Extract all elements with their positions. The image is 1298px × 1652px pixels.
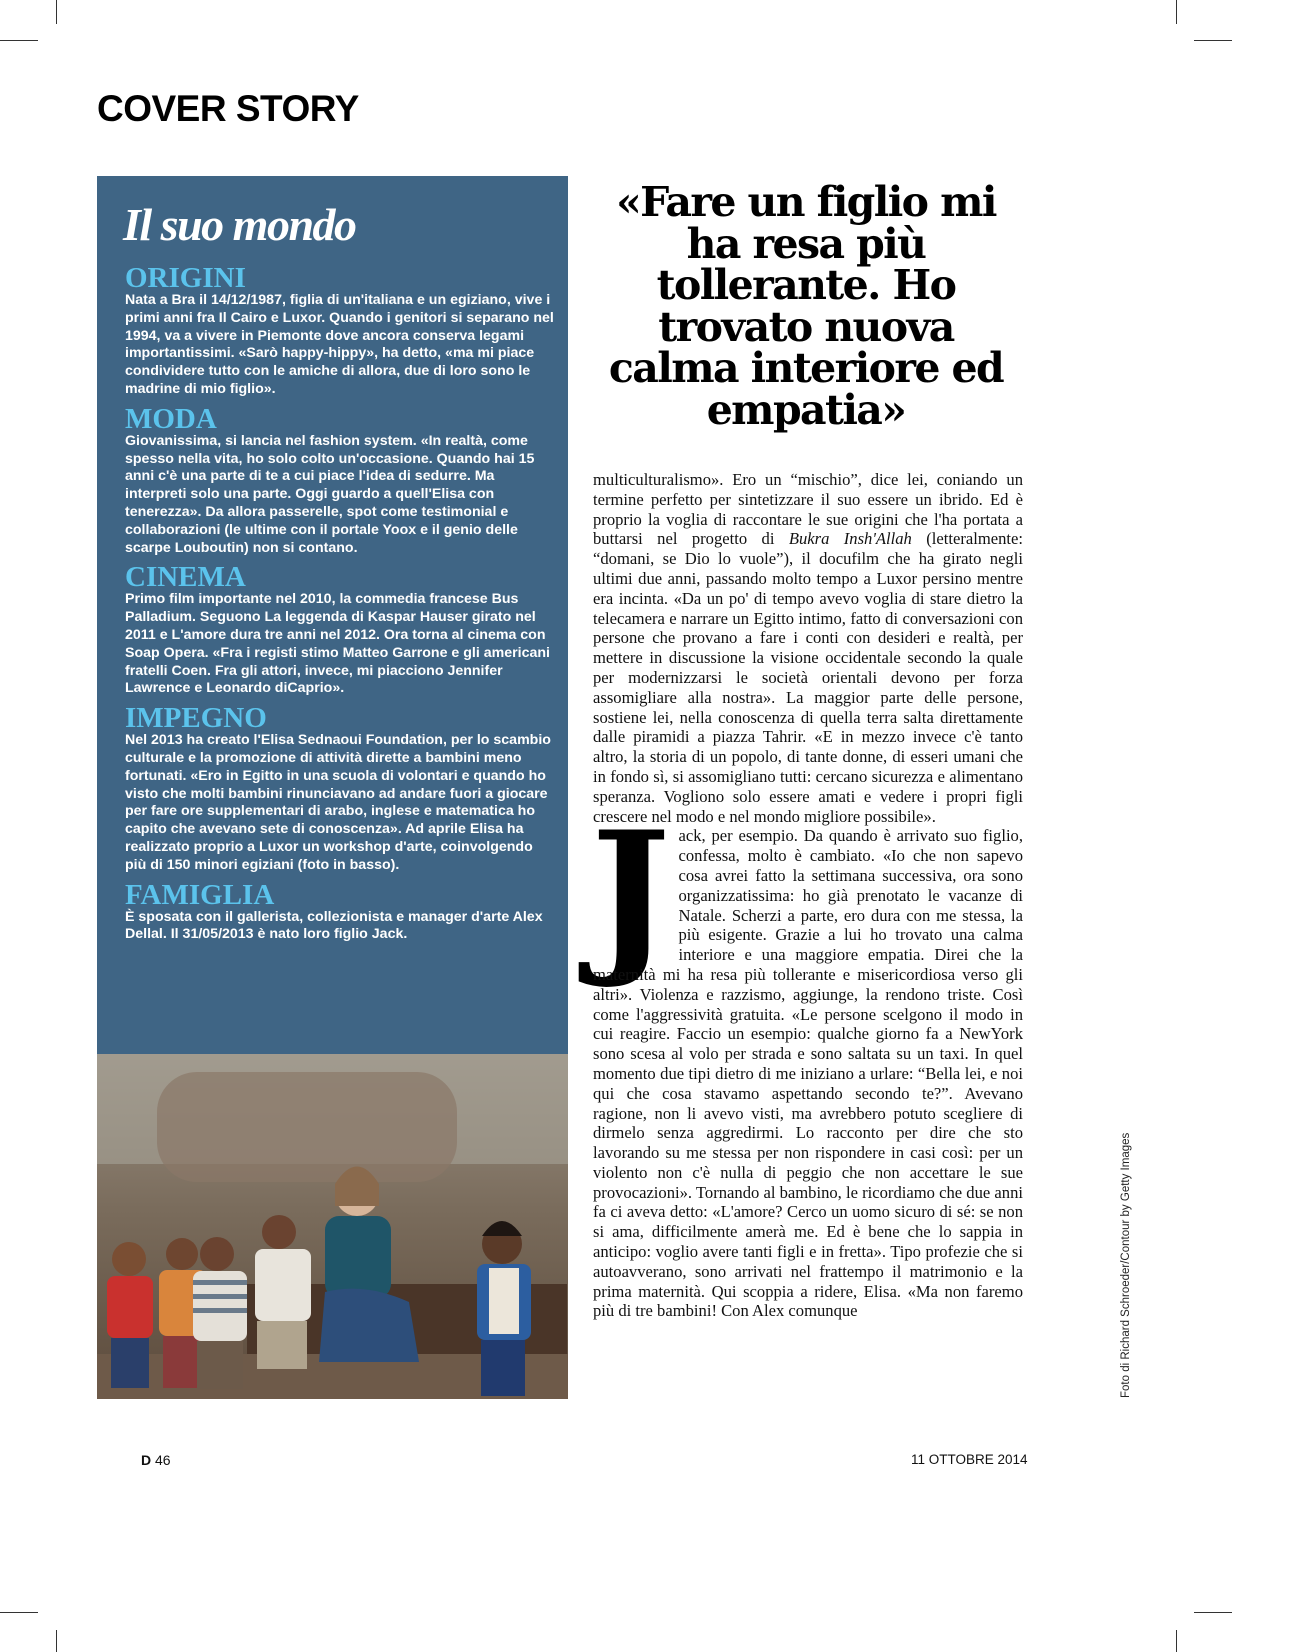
sidebar-heading-impegno: IMPEGNO (125, 702, 267, 735)
footer-page (141, 1452, 171, 1468)
crop-mark (0, 1612, 38, 1613)
crop-mark (0, 40, 38, 41)
article-paragraph (593, 470, 1023, 826)
sidebar-heading-famiglia: FAMIGLIA (125, 878, 275, 911)
sidebar-body-cinema: Primo film importante nel 2010, la commedia francese Bus Palladium. Seguono La leggenda di Kaspar Hauser girato nel 2011 e L'amore dura tre anni nel 2012. Ora torna al cinema con Soap Opera. «Fra i registi stimo Matteo Garrone e gli americani fratelli Coen. Fra gli attori, invece, mi piacciono Jennifer Lawrence e Leonardo diCaprio». (125, 591, 550, 697)
article-text: (letteralmente: “domani, se Dio lo vuole”), il docufilm che ha girato negli ultimi due anni, passando molto tempo a Luxor persino mentre era incinta. «Da un po' di tempo avevo voglia di stare dietro la telecamera e narrare un Egitto intimo, fatto di conversazioni con persone che provano a fare i conti con desideri e realtà, per mettere in discussione la visione occidentale secondo la quale per modernizzarsi le società orientali devono per forza assomigliare alla nostra». La maggior parte delle persone, sostiene lei, nella conoscenza di quella terra salta direttamente dalle piramidi a piazza Tahrir. «E in mezzo invece c'è tanto altro, la storia di un popolo, di tante donne, di esseri umani che in fondo sì, si assomigliano tutti: cercano sicurezza e alimentano speranza. Vogliono solo essere amati e vedere i propri figli crescere nel modo e nel mondo migliore possibile». (593, 529, 1023, 826)
photo-children-workshop (97, 1054, 568, 1399)
drop-cap: J (591, 794, 671, 993)
film-title: Bukra Insh'Allah (788, 529, 912, 549)
sidebar-box (97, 176, 568, 1054)
crop-mark (1194, 1612, 1232, 1613)
crop-mark (56, 0, 57, 24)
sidebar-body-famiglia: È sposata con il gallerista, collezionista e manager d'arte Alex Dellal. Il 31/05/2013 è nato loro figlio Jack. (125, 908, 543, 943)
section-label: COVER STORY (97, 88, 359, 129)
sidebar-body-impegno: Nel 2013 ha creato l'Elisa Sednaoui Foundation, per lo scambio culturale e la promozione di attività dirette a bambini meno fortunati. «Ero in Egitto in una scuola di volontari e quando ho visto che molti bambini rinunciavano ad andare fuori a giocare per fare ore supplementari di arabo, inglese e matematica ho capito che avevano sete di conoscenza». Ad aprile Elisa ha realizzato proprio a Luxor un workshop d'arte, coinvolgendo più di 150 minori egiziani (foto in basso). (125, 732, 551, 873)
sidebar-title: Il suo mondo (123, 199, 356, 250)
photo-credit: Foto di Richard Schroeder/Contour by Getty Images (1120, 1132, 1132, 1398)
sidebar-body-moda: Giovanissima, si lancia nel fashion system. «In realtà, come spesso nella vita, ho solo colto un'occasione. Quando hai 15 anni c'è una parte di te a cui piace l'idea di sedurre. Ma interpreti solo una parte. Oggi guardo a quell'Elisa con tenerezza». Da allora passerelle, spot come testimonial e collaborazioni (le ultime con il portale Yoox e il genio delle scarpe Louboutin) non si contano. (125, 432, 535, 556)
page-number: 46 (155, 1452, 171, 1468)
footer-date: 11 OTTOBRE 2014 (911, 1452, 1028, 1467)
sidebar-body-origini: Nata a Bra il 14/12/1987, figlia di un'italiana e un egiziano, vive i primi anni fra Il Cairo e Luxor. Quando i genitori si separano nel 1994, va a vivere in Piemonte dove ancora conserva legami importantissimi. «Sarò happy-hippy», ha detto, «ma mi piace condividere tutto con le amiche di allora, due di loro sono le madrine di mio figlio». (125, 292, 554, 397)
sidebar-heading-moda: MODA (125, 402, 217, 435)
article-text: ack, per esempio. Da quando è arrivato suo figlio, confessa, molto è cambiato. «Io che non sapevo cosa avrei fatto la settimana successiva, ora sono organizzatissima: ho già prenotato le vacanze di Natale. Scherzi a parte, ero dura con me stessa, la più esigente. Grazie a lui ho trovato una calma interiore e una maggiore empatia. Direi che la maternità mi ha resa più tollerante e misericordiosa verso gli altri». Violenza e razzismo, aggiunge, la rendono triste. Così come l'aggressività gratuita. «Le persone scelgono il modo in cui reagire. Faccio un esempio: qualche giorno fa a NewYork sono scesa al volo per strada e sono saltata su un taxi. In quel momento due tipi dietro di me iniziano a urlare: “Bella lei, e noi qui che cosa stavamo aspettando secondo te?”. Avevano ragione, non li avevo visti, ma avrebbero potuto scegliere di dirmelo senza aggredirmi. Lo racconto per dire che sto lavorando su me stessa per non rispondere in casi così: per un violento non c'è nulla di peggio che non accettare le sue provocazioni». Tornando al bambino, le ricordiamo che due anni fa ci aveva detto: «L'amore? Cerco un uomo sicuro di sé: se non si ama, difficilmente amerà me. Ed è bene che lo sappia in anticipo: voglio avere tanti figli e in fretta». Tipo profezie che si autoavverano, sono arrivati nel frattempo il matrimonio e la prima maternità. Qui scoppia a ridere, Elisa. «Ma non faremo più di tre bambini! Con Alex comunque (593, 826, 1023, 1321)
article-text: multiculturalismo». Ero un “mischio”, dice lei, coniando un termine perfetto per sintetizzare il suo essere un ibrido. Ed è proprio la voglia di raccontare le sue origini che l'ha portata a buttarsi nel progetto di (593, 470, 1023, 549)
magazine-logo: D (141, 1452, 152, 1468)
article-paragraph (591, 794, 1023, 1321)
sidebar-sections (125, 264, 555, 944)
crop-mark (1176, 0, 1177, 24)
article-body (593, 470, 1023, 1321)
pull-quote: «Fare un figlio mi ha resa più tollerante. Ho trovato nuova calma interiore ed empatia» (608, 178, 1004, 434)
crop-mark (1194, 40, 1232, 41)
sidebar-heading-cinema: CINEMA (125, 561, 246, 594)
sidebar-heading-origini: ORIGINI (125, 262, 246, 294)
crop-mark (1176, 1630, 1177, 1652)
crop-mark (56, 1630, 57, 1652)
